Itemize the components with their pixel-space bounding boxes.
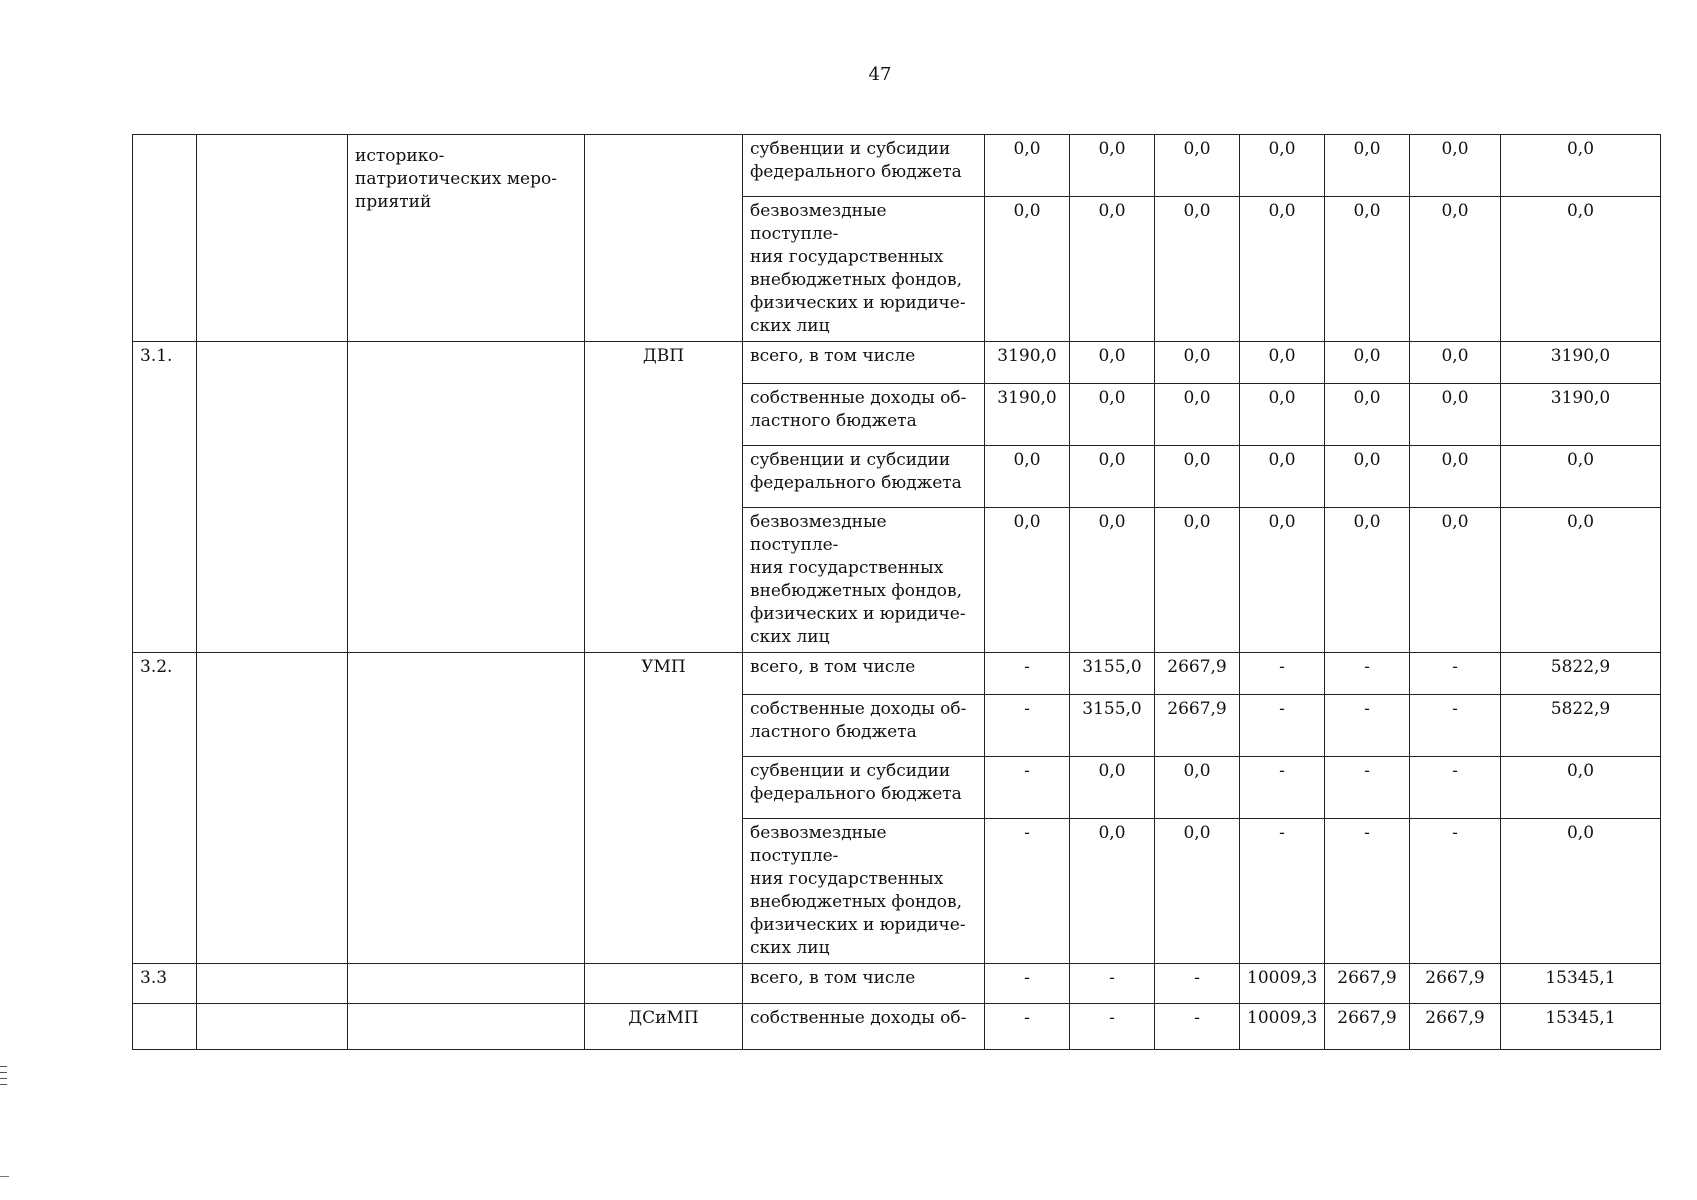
- measure-name-cell: [348, 342, 585, 653]
- funding-source-cell: всего, в том числе: [743, 653, 985, 695]
- year-value-cell: -: [985, 1004, 1070, 1050]
- total-value-cell: 15345,1: [1501, 1004, 1661, 1050]
- year-value-cell: 3155,0: [1070, 695, 1155, 757]
- page-number: 47: [868, 64, 892, 85]
- year-value-cell: 2667,9: [1155, 695, 1240, 757]
- subprogram-cell: [197, 135, 348, 342]
- year-value-cell: 0,0: [985, 197, 1070, 342]
- subprogram-cell: [197, 653, 348, 964]
- year-value-cell: 0,0: [1325, 197, 1410, 342]
- year-value-cell: 0,0: [1070, 446, 1155, 508]
- table-row: [133, 342, 1661, 384]
- total-value-cell: 0,0: [1501, 197, 1661, 342]
- year-value-cell: -: [1325, 695, 1410, 757]
- funding-source-cell: собственные доходы об- ластного бюджета: [743, 695, 985, 757]
- total-value-cell: 0,0: [1501, 446, 1661, 508]
- year-value-cell: 0,0: [1325, 135, 1410, 197]
- total-value-cell: 0,0: [1501, 757, 1661, 819]
- year-value-cell: -: [1410, 819, 1501, 964]
- year-value-cell: -: [985, 695, 1070, 757]
- executor-cell: [585, 135, 743, 342]
- funding-source-cell: субвенции и субсидии федерального бюджета: [743, 757, 985, 819]
- total-value-cell: 3190,0: [1501, 342, 1661, 384]
- year-value-cell: -: [1325, 653, 1410, 695]
- measure-name-cell: историко- патриотических меро- приятий: [348, 135, 585, 342]
- year-value-cell: -: [985, 757, 1070, 819]
- year-value-cell: 0,0: [1240, 446, 1325, 508]
- executor-cell: ДСиМП: [585, 1004, 743, 1050]
- year-value-cell: -: [1070, 1004, 1155, 1050]
- year-value-cell: -: [1410, 653, 1501, 695]
- year-value-cell: -: [1240, 757, 1325, 819]
- year-value-cell: 0,0: [1410, 508, 1501, 653]
- year-value-cell: -: [1155, 964, 1240, 1004]
- table-row: [133, 653, 1661, 695]
- year-value-cell: 0,0: [1070, 508, 1155, 653]
- funding-source-cell: субвенции и субсидии федерального бюджета: [743, 135, 985, 197]
- total-value-cell: 5822,9: [1501, 695, 1661, 757]
- year-value-cell: 0,0: [1410, 197, 1501, 342]
- table-row: [133, 135, 1661, 197]
- funding-source-cell: субвенции и субсидии федерального бюджета: [743, 446, 985, 508]
- year-value-cell: 10009,3: [1240, 964, 1325, 1004]
- year-value-cell: 0,0: [1240, 508, 1325, 653]
- funding-source-cell: всего, в том числе: [743, 964, 985, 1004]
- total-value-cell: 0,0: [1501, 508, 1661, 653]
- year-value-cell: 3190,0: [985, 342, 1070, 384]
- subprogram-cell: [197, 1004, 348, 1050]
- year-value-cell: 3190,0: [985, 384, 1070, 446]
- year-value-cell: -: [985, 653, 1070, 695]
- year-value-cell: 0,0: [985, 508, 1070, 653]
- scan-edge-marks: [0, 1066, 7, 1090]
- funding-source-cell: безвозмездные поступле- ния государственных внебюджетных фондов, физических и юридиче- ских лиц: [743, 508, 985, 653]
- year-value-cell: 0,0: [1410, 135, 1501, 197]
- year-value-cell: 0,0: [1155, 135, 1240, 197]
- year-value-cell: -: [985, 964, 1070, 1004]
- year-value-cell: 0,0: [1155, 757, 1240, 819]
- year-value-cell: 0,0: [1070, 384, 1155, 446]
- year-value-cell: 0,0: [1070, 135, 1155, 197]
- year-value-cell: -: [1155, 1004, 1240, 1050]
- item-number-cell: [133, 135, 197, 342]
- table-row: [133, 1004, 1661, 1050]
- measure-name-cell: [348, 964, 585, 1004]
- item-number-cell: 3.3: [133, 964, 197, 1004]
- year-value-cell: 0,0: [1240, 135, 1325, 197]
- year-value-cell: 10009,3: [1240, 1004, 1325, 1050]
- funding-source-cell: всего, в том числе: [743, 342, 985, 384]
- year-value-cell: 0,0: [1155, 342, 1240, 384]
- year-value-cell: 0,0: [1325, 342, 1410, 384]
- year-value-cell: 0,0: [1070, 342, 1155, 384]
- year-value-cell: 0,0: [1325, 508, 1410, 653]
- table-row: [133, 964, 1661, 1004]
- year-value-cell: 0,0: [1410, 384, 1501, 446]
- year-value-cell: -: [1070, 964, 1155, 1004]
- item-number-cell: 3.1.: [133, 342, 197, 653]
- year-value-cell: 0,0: [1155, 508, 1240, 653]
- year-value-cell: 0,0: [1155, 384, 1240, 446]
- total-value-cell: 0,0: [1501, 135, 1661, 197]
- year-value-cell: -: [1325, 757, 1410, 819]
- funding-source-cell: собственные доходы об- ластного бюджета: [743, 384, 985, 446]
- year-value-cell: -: [985, 819, 1070, 964]
- executor-cell: ДВП: [585, 342, 743, 653]
- year-value-cell: 3155,0: [1070, 653, 1155, 695]
- total-value-cell: 5822,9: [1501, 653, 1661, 695]
- scan-edge-mark: [0, 1176, 9, 1177]
- year-value-cell: 2667,9: [1410, 1004, 1501, 1050]
- executor-cell: [585, 964, 743, 1004]
- year-value-cell: 0,0: [1155, 446, 1240, 508]
- financing-table: [132, 134, 1661, 1050]
- year-value-cell: 0,0: [1240, 197, 1325, 342]
- year-value-cell: -: [1325, 819, 1410, 964]
- funding-source-cell: безвозмездные поступле- ния государственных внебюджетных фондов, физических и юридиче- ских лиц: [743, 819, 985, 964]
- year-value-cell: 0,0: [1325, 384, 1410, 446]
- year-value-cell: 2667,9: [1155, 653, 1240, 695]
- year-value-cell: 0,0: [985, 135, 1070, 197]
- year-value-cell: -: [1240, 695, 1325, 757]
- year-value-cell: 0,0: [1070, 819, 1155, 964]
- year-value-cell: 0,0: [1410, 342, 1501, 384]
- subprogram-cell: [197, 342, 348, 653]
- total-value-cell: 0,0: [1501, 819, 1661, 964]
- item-number-cell: 3.2.: [133, 653, 197, 964]
- measure-name-cell: [348, 653, 585, 964]
- year-value-cell: -: [1410, 695, 1501, 757]
- year-value-cell: 0,0: [1155, 197, 1240, 342]
- year-value-cell: 2667,9: [1410, 964, 1501, 1004]
- year-value-cell: 0,0: [1410, 446, 1501, 508]
- year-value-cell: 0,0: [1240, 384, 1325, 446]
- total-value-cell: 15345,1: [1501, 964, 1661, 1004]
- year-value-cell: -: [1240, 653, 1325, 695]
- funding-source-cell: безвозмездные поступле- ния государственных внебюджетных фондов, физических и юридиче- ских лиц: [743, 197, 985, 342]
- item-number-cell: [133, 1004, 197, 1050]
- year-value-cell: 0,0: [1240, 342, 1325, 384]
- year-value-cell: 0,0: [1070, 197, 1155, 342]
- subprogram-cell: [197, 964, 348, 1004]
- year-value-cell: 2667,9: [1325, 1004, 1410, 1050]
- year-value-cell: 0,0: [1325, 446, 1410, 508]
- executor-cell: УМП: [585, 653, 743, 964]
- year-value-cell: 2667,9: [1325, 964, 1410, 1004]
- year-value-cell: 0,0: [1155, 819, 1240, 964]
- total-value-cell: 3190,0: [1501, 384, 1661, 446]
- year-value-cell: 0,0: [985, 446, 1070, 508]
- measure-name-cell: [348, 1004, 585, 1050]
- funding-source-cell: собственные доходы об-: [743, 1004, 985, 1050]
- year-value-cell: -: [1240, 819, 1325, 964]
- year-value-cell: -: [1410, 757, 1501, 819]
- year-value-cell: 0,0: [1070, 757, 1155, 819]
